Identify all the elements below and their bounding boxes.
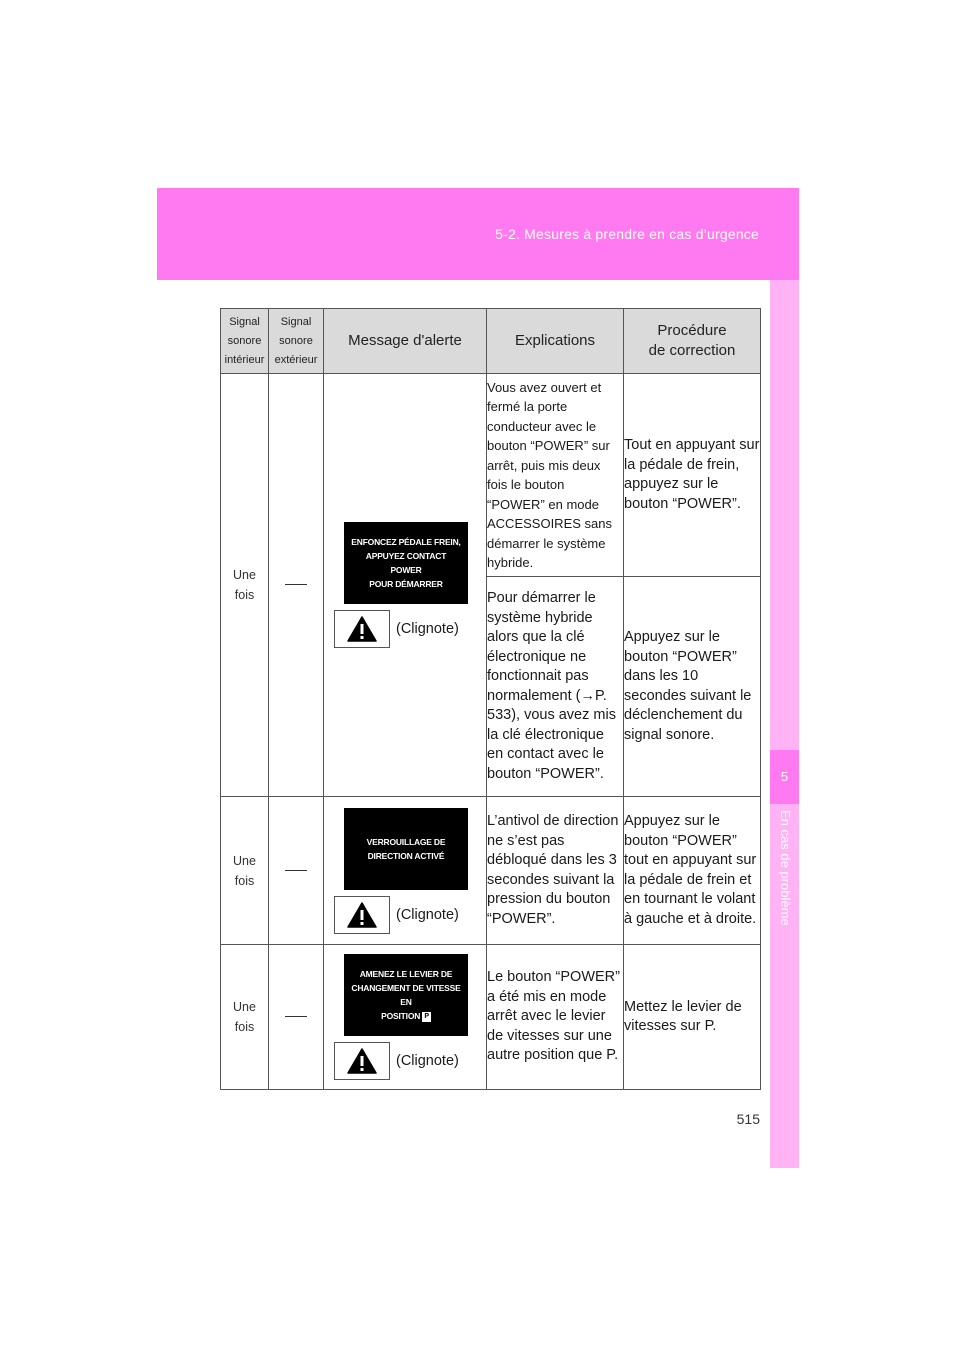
display-screen: ENFONCEZ PÉDALE FREIN, APPUYEZ CONTACT POWER POUR DÉMARRER: [344, 522, 468, 604]
alert-message-cell: [324, 797, 487, 945]
signal-count: Une fois: [221, 797, 269, 945]
warning-triangle-icon: [334, 896, 390, 934]
signal-count: Une fois: [221, 945, 269, 1090]
alert-message-cell: [324, 945, 487, 1090]
table-row: [221, 945, 761, 1090]
header-explications: Explications: [487, 309, 624, 374]
table-header-row: [221, 309, 761, 374]
explication-text: Vous avez ouvert et fermé la porte conducteur avec le bouton “POWER” sur arrêt, puis mis deux fois le bouton “POWER” en mode ACCESSOIRES sans démarrer le système hybride.: [487, 374, 624, 577]
procedure-text: Mettez le levier de vitesses sur P.: [624, 945, 761, 1090]
procedure-text: Appuyez sur le bouton “POWER” tout en appuyant sur la pédale de frein et en tournant le volant à gauche et à droite.: [624, 797, 761, 945]
table-row: [221, 797, 761, 945]
flash-label: (Clignote): [396, 1053, 459, 1069]
signal-none: [269, 797, 324, 945]
chapter-label: [777, 810, 793, 1010]
explication-text: Pour démarrer le système hybride alors que la clé électronique ne fonctionnait pas normalement (→P. 533), vous avez mis la clé électronique en contact avec le bouton “POWER”.: [487, 577, 624, 797]
header-signal-interieur: Signal sonore intérieur: [221, 309, 269, 374]
header-procedure: Procédure de correction: [624, 309, 761, 374]
warning-triangle-icon: [334, 610, 390, 648]
header-band: [157, 188, 799, 280]
signal-count: Une fois: [221, 374, 269, 797]
chapter-number: 5: [770, 750, 799, 804]
procedure-text: Tout en appuyant sur la pédale de frein, appuyez sur le bouton “POWER”.: [624, 374, 761, 577]
alert-message-cell: [324, 374, 487, 797]
procedure-text: Appuyez sur le bouton “POWER” dans les 10 secondes suivant le déclenchement du signal sonore.: [624, 577, 761, 797]
flash-label: (Clignote): [396, 621, 459, 637]
section-title: 5-2. Mesures à prendre en cas d’urgence: [495, 226, 759, 242]
warning-triangle-icon: [334, 1042, 390, 1080]
signal-none: [269, 374, 324, 797]
signal-none: [269, 945, 324, 1090]
chapter-side-tab: [770, 280, 799, 1168]
warning-table: [220, 308, 761, 1090]
header-message: Message d'alerte: [324, 309, 487, 374]
chapter-label-text: En cas de problème: [778, 810, 793, 926]
display-screen: AMENEZ LE LEVIER DE CHANGEMENT DE VITESSE EN POSITION P: [344, 954, 468, 1036]
display-screen: VERROUILLAGE DE DIRECTION ACTIVÉ: [344, 808, 468, 890]
explication-text: L’antivol de direction ne s’est pas débloqué dans les 3 secondes suivant la pression du bouton “POWER”.: [487, 797, 624, 945]
explication-text: Le bouton “POWER” a été mis en mode arrêt avec le levier de vitesses sur une autre position que P.: [487, 945, 624, 1090]
p-badge: P: [424, 1012, 429, 1020]
page-number: 515: [736, 1111, 760, 1127]
flash-label: (Clignote): [396, 906, 459, 923]
header-signal-exterieur: Signal sonore extérieur: [269, 309, 324, 374]
table-row: [221, 374, 761, 577]
